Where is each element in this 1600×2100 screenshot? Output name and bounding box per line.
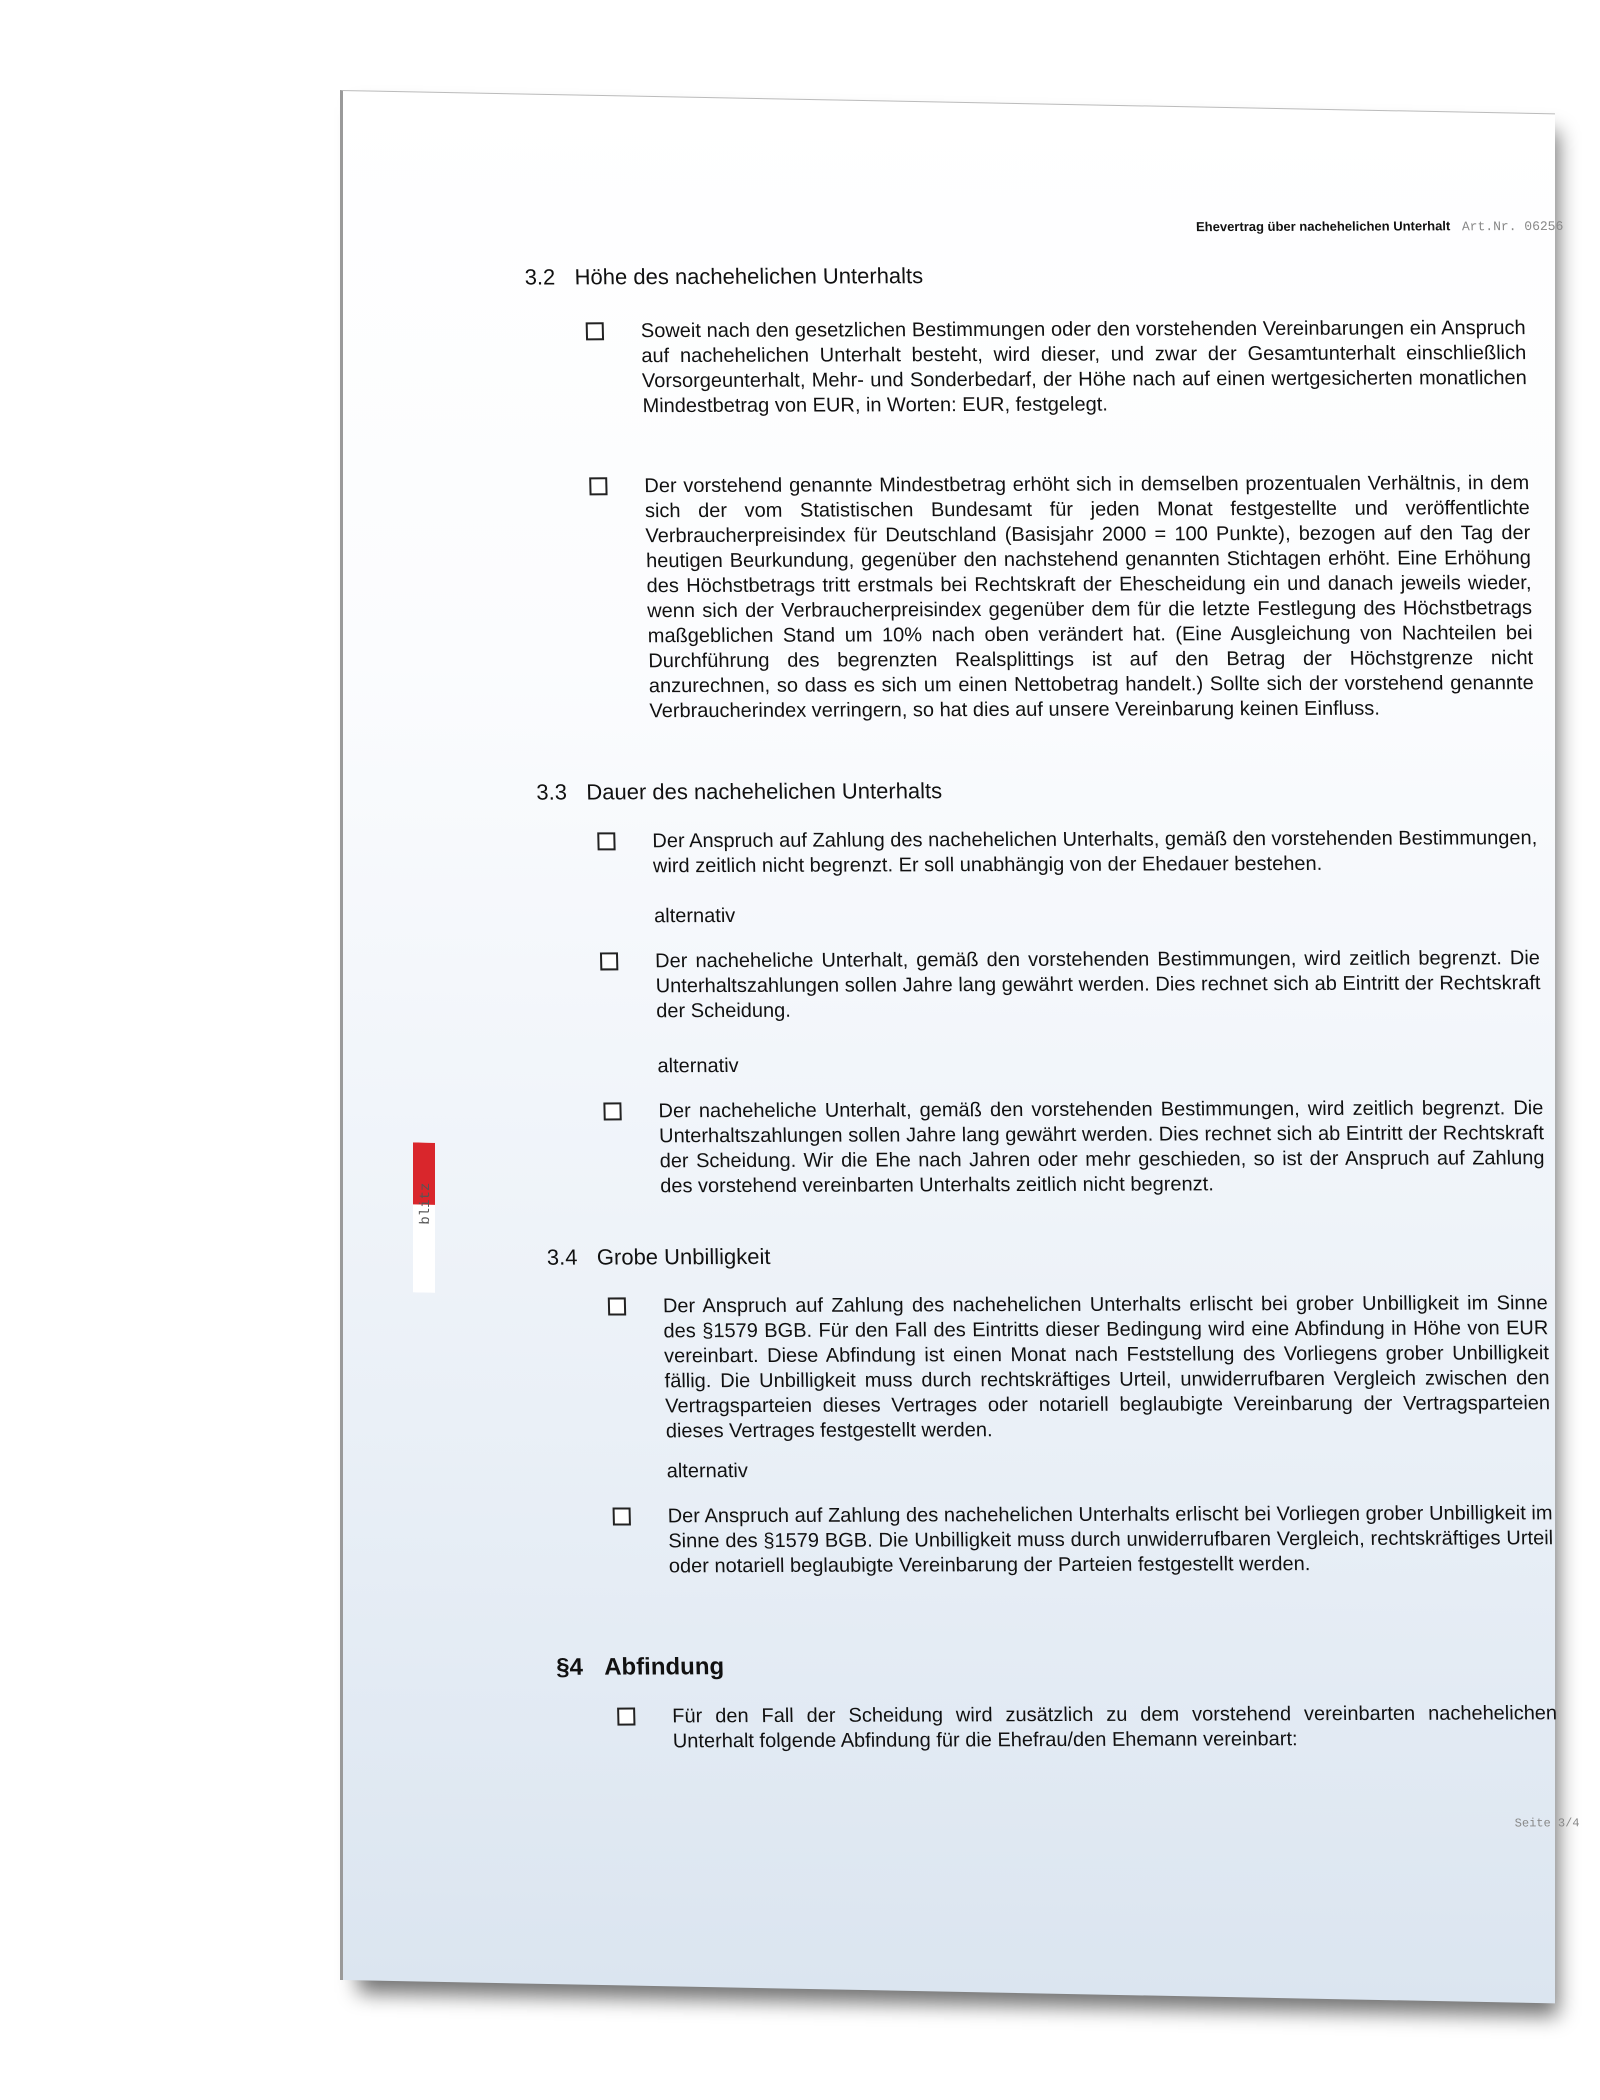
paragraph-number: §4: [555, 1653, 584, 1681]
option-3-3-a: [597, 826, 1538, 879]
option-checkbox[interactable]: [586, 322, 604, 340]
svg-text:blitz: blitz: [418, 1182, 434, 1225]
option-3-4-a: [608, 1291, 1551, 1444]
option-3-4-b: [612, 1501, 1553, 1579]
header-title: Ehevertrag über nachehelichen Unterhalt: [1195, 218, 1451, 235]
option-3-3-c: [603, 1096, 1545, 1199]
formblitz-logo: [413, 1142, 435, 1292]
section-3-4-heading: [547, 1244, 771, 1270]
section-number: 3.3: [536, 779, 568, 805]
option-4-a: [617, 1701, 1558, 1754]
option-text: Der nacheheliche Unterhalt, gemäß den vorstehenden Bestimmungen, wird zeitlich begrenzt. Die Unterhaltszahlungen sollen Jahre lang gewährt werden. Dies rechnet sich ab Eintritt der Rechtskraft der Scheidung. Wir die Ehe nach Jahren oder mehr geschieden, so ist der Anspruch auf Zahlung des vorstehend vereinbarten Unterhalts zeitlich nicht begrenzt.: [658, 1097, 1545, 1198]
paragraph-title: Abfindung: [603, 1653, 725, 1681]
paragraph-4-heading: [556, 1654, 724, 1680]
section-title: Dauer des nachehelichen Unterhalts: [586, 778, 943, 805]
section-3-2-heading: [524, 263, 923, 289]
option-text: Der nacheheliche Unterhalt, gemäß den vorstehenden Bestimmungen, wird zeitlich begrenzt. Die Unterhaltszahlungen sollen Jahre lang gewährt werden. Dies rechnet sich ab Eintritt der Rechtskraft der Scheidung.: [654, 947, 1541, 1023]
document-header: [1196, 213, 1564, 240]
option-text: Der Anspruch auf Zahlung des nachehelichen Unterhalts erlischt bei grober Unbilligkeit im Sinne des §1579 BGB. Für den Fall des Eintritts dieser Bedingung wird eine Abfindung in Höhe von EUR vereinbart. Diese Abfindung ist einen Monat nach Feststellung des Vorliegens grober Unbilligkeit fällig. Die Unbilligkeit muss durch rechtskräftiges Urteil, unwiderrufbaren Vergleich zwischen den Vertragsparteien dieses Vertrages oder notariell beglaubigte Vereinbarung der Vertragsparteien dieses Vertrages festgestellt werden.: [662, 1292, 1551, 1443]
svg-text:FORM: FORM: [418, 1254, 434, 1289]
section-number: 3.2: [524, 264, 556, 290]
option-checkbox[interactable]: [597, 832, 615, 850]
section-number: 3.4: [546, 1244, 578, 1270]
option-3-2-a: [586, 316, 1528, 419]
option-text: Soweit nach den gesetzlichen Bestimmungen oder den vorstehenden Vereinbarungen ein Anspruch auf nachehelichen Unterhalt besteht, wird dieser, und zwar der Gesamtunterhalt einschließlich Vorsorgeunterhalt, Mehr- und Sonderbedarf, der Höhe nach auf einen wertgesicherten monatlichen Mindestbetrag von EUR, in Worten: EUR, festgelegt.: [640, 317, 1528, 418]
option-3-3-b: [600, 946, 1541, 1024]
option-checkbox[interactable]: [600, 952, 618, 970]
header-artnr: Art.Nr. 06256: [1461, 218, 1564, 235]
option-text: Der vorstehend genannte Mindestbetrag erhöht sich in demselben prozentualen Verhältnis, in dem sich der vom Statistischen Bundesamt für jeden Monat festgestellte und veröffentlichte Verbraucherpreisindex für Deutschland (Basisjahr 2000 = 100 Punkte), bezogen auf den Tag der heutigen Beurkundung, gegenüber den nachstehend genannten Stichtagen erhöht. Eine Erhöhung des Höchstbetrags tritt erstmals bei Rechtskraft der Ehescheidung ein und danach jeweils wieder, wenn sich der Verbraucherpreisindex gegenüber dem für die letzte Festlegung des Höchstbetrags maßgeblichen Stand um 10% nach oben verändert hat. (Eine Ausgleichung von Nachteilen bei Durchführung des begrenzten Realsplittings ist auf den Betrag der Höchstgrenze nicht anzurechnen, so dass es sich um einen Nettobetrag handelt.) Sollte sich der vorstehend genannte Verbraucherindex verringern, so hat dies auf unsere Vereinbarung keinen Einfluss.: [644, 472, 1534, 723]
document-page: [340, 90, 1580, 2003]
option-3-2-b: [589, 471, 1534, 724]
option-checkbox[interactable]: [608, 1297, 626, 1315]
page-number: Seite 3/4: [1514, 1816, 1580, 1831]
option-checkbox[interactable]: [603, 1102, 621, 1120]
section-title: Höhe des nachehelichen Unterhalts: [574, 263, 924, 290]
section-title: Grobe Unbilligkeit: [596, 1243, 771, 1270]
option-text: Der Anspruch auf Zahlung des nachehelichen Unterhalts erlischt bei Vorliegen grober Unbilligkeit im Sinne des §1579 BGB. Die Unbilligkeit muss durch unwiderrufbaren Vergleich, rechtskräftiges Urteil oder notariell beglaubigte Vereinbarung der Parteien festgestellt werden.: [667, 1502, 1554, 1578]
alternativ-label: alternativ: [666, 1460, 749, 1483]
document-content: [523, 201, 1580, 1831]
option-checkbox[interactable]: [589, 477, 607, 495]
option-checkbox[interactable]: [613, 1507, 631, 1525]
option-text: Für den Fall der Scheidung wird zusätzlich zu dem vorstehend vereinbarten nachehelichen Unterhalt folgende Abfindung für die Ehefrau/den Ehemann vereinbart:: [672, 1702, 1558, 1753]
option-checkbox[interactable]: [617, 1708, 635, 1726]
option-text: Der Anspruch auf Zahlung des nachehelichen Unterhalts, gemäß den vorstehenden Bestimmungen, wird zeitlich nicht begrenzt. Er soll unabhängig von der Ehedauer bestehen.: [652, 827, 1538, 878]
section-3-3-heading: [536, 778, 942, 804]
alternativ-label: alternativ: [653, 904, 736, 928]
alternativ-label: alternativ: [657, 1054, 739, 1078]
